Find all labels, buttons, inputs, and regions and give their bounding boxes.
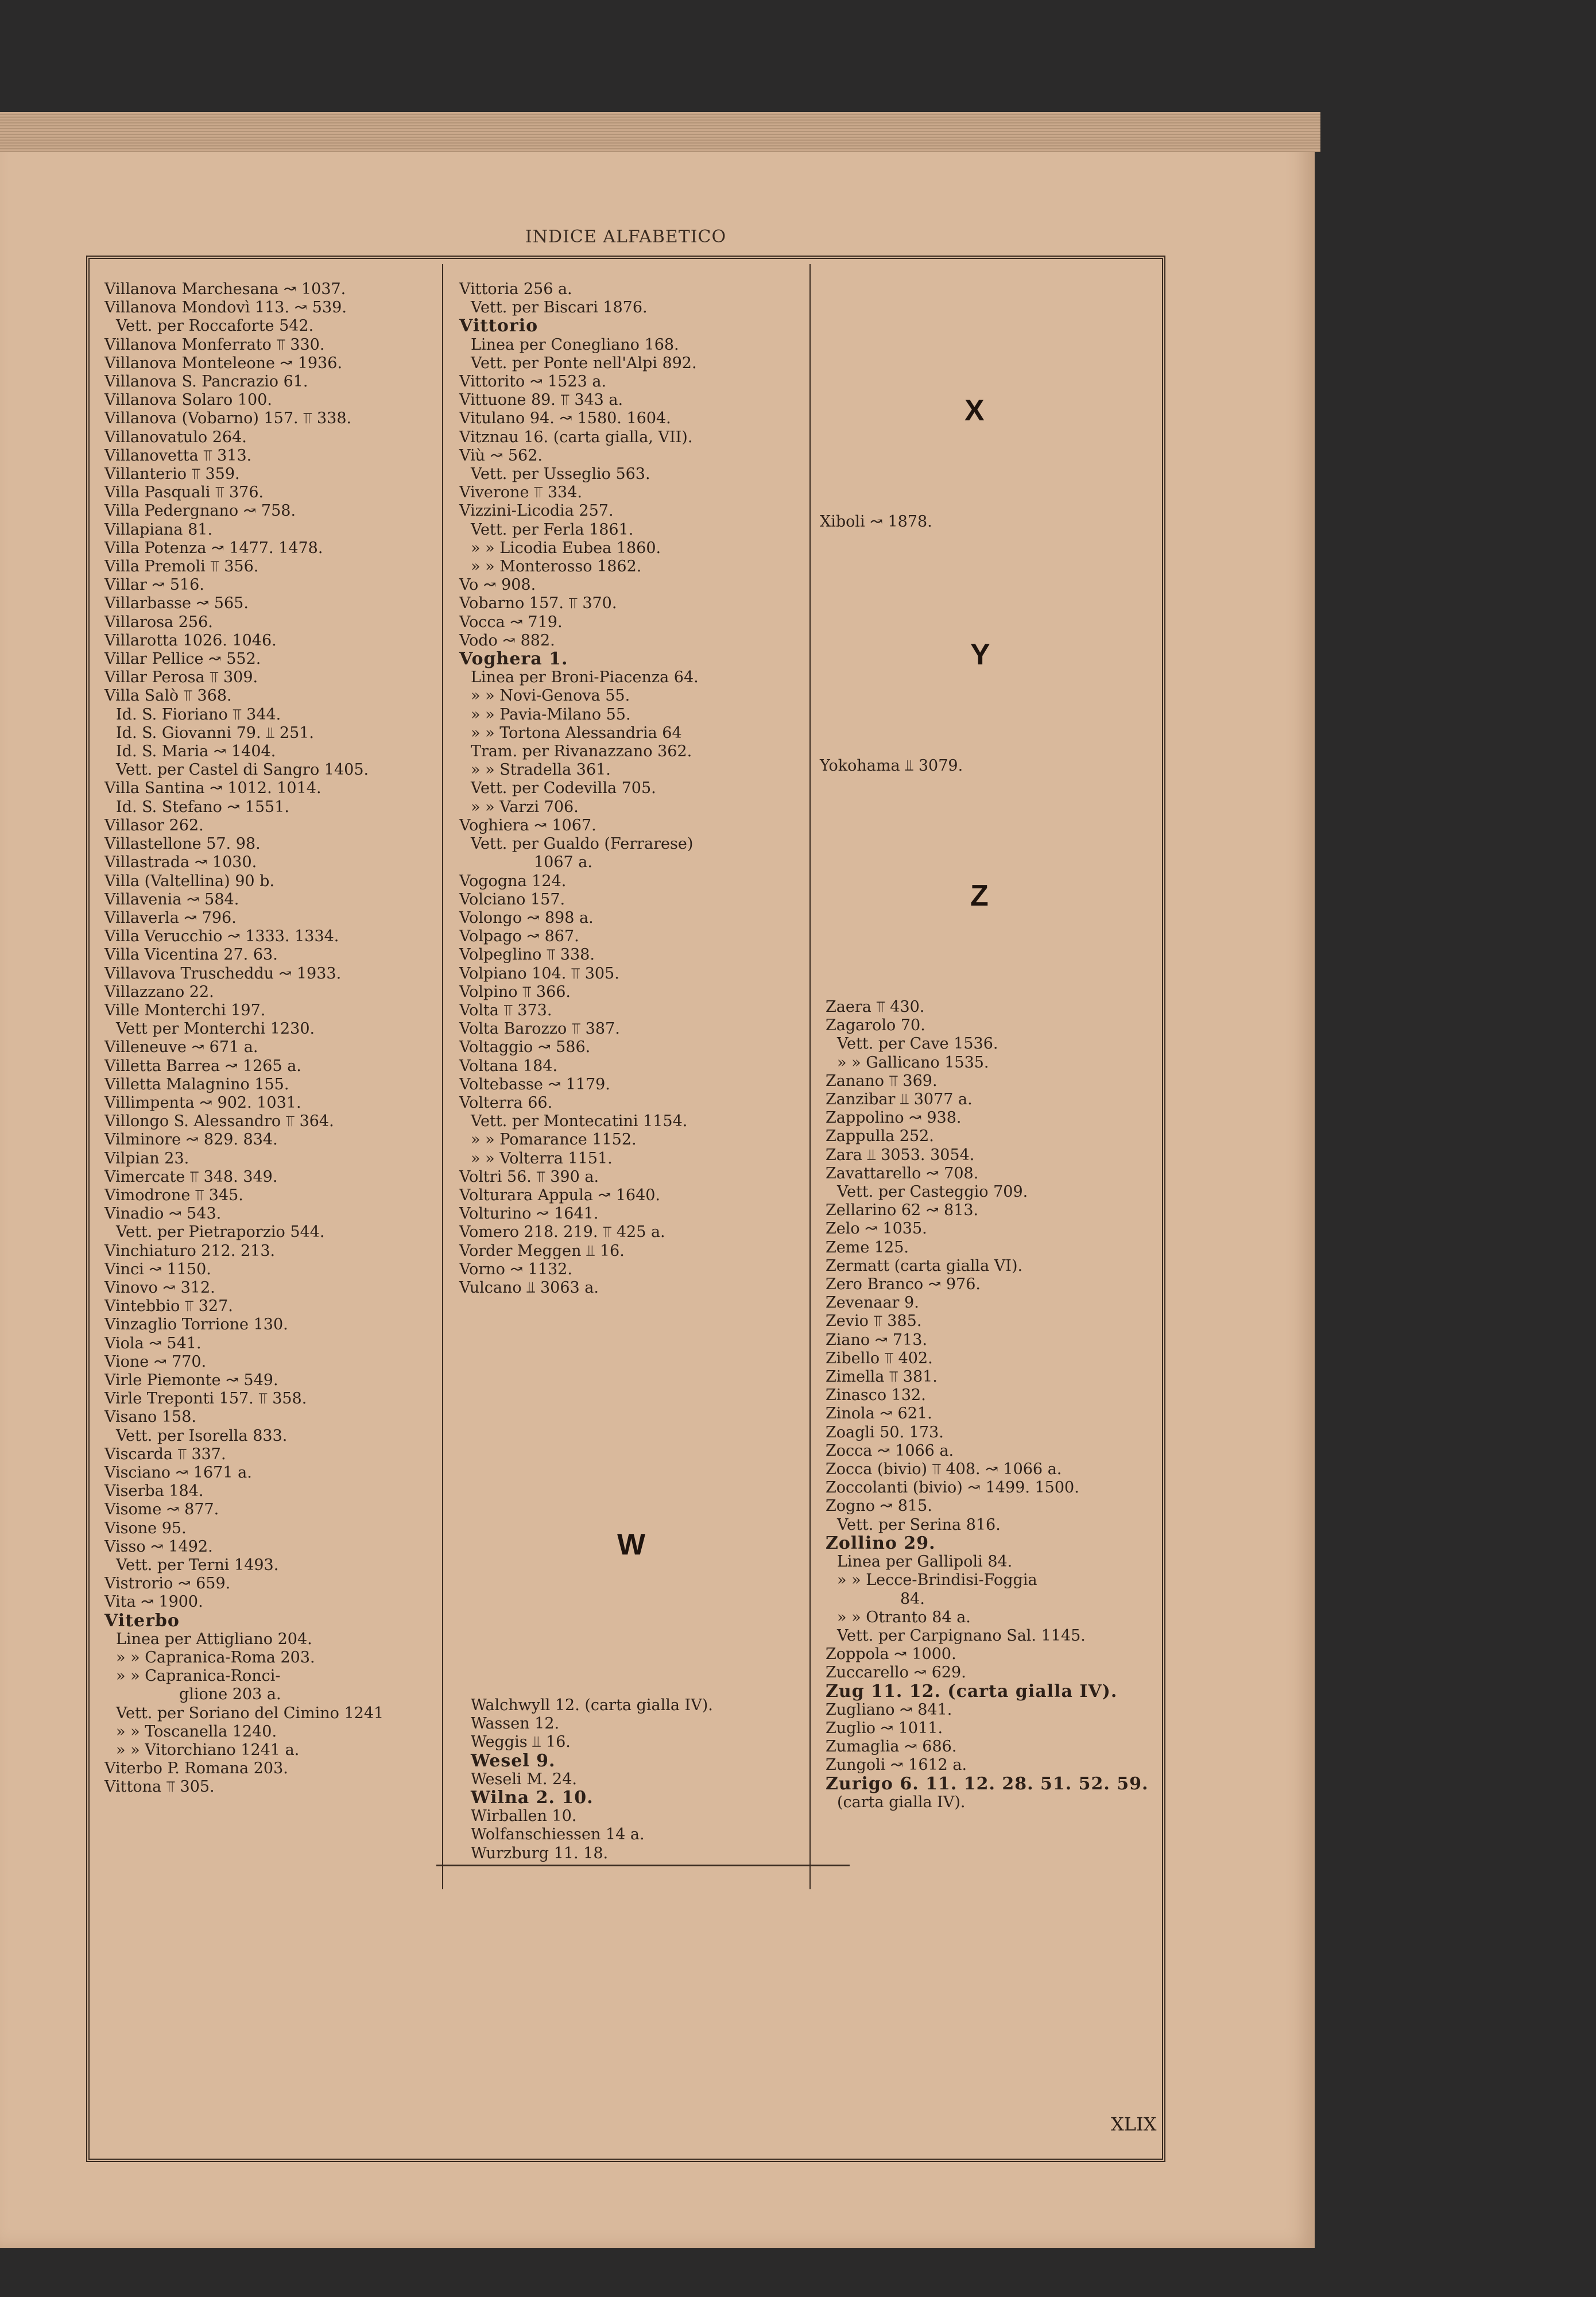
section-letter-x: X [964,394,985,427]
index-entry: Volpago ↝ 867. [459,927,579,946]
index-entry: Vett. per Serina 816. [837,1515,1001,1534]
index-entry: Vorder Meggen ⫫ 16. [459,1242,625,1260]
index-entry: Vitznau 16. (carta gialla, VII). [459,428,693,446]
index-entry: Zoccolanti (bivio) ↝ 1499. 1500. [826,1479,1079,1497]
index-entry: glione 203 a. [179,1685,281,1704]
index-entry: Villavova Truscheddu ↝ 1933. [104,964,342,983]
index-entry: Vett. per Codevilla 705. [471,779,656,798]
index-entry: Visone 95. [104,1519,187,1537]
index-entry: Vinci ↝ 1150. [104,1260,211,1278]
index-entry: Villanterio ⫪ 359. [104,465,240,484]
index-entry: Visome ↝ 877. [104,1501,219,1519]
index-entry: Villanova Solaro 100. [104,391,272,409]
index-entry: Volta Barozzo ⫪ 387. [459,1020,620,1038]
index-entry: Zellarino 62 ↝ 813. [826,1201,979,1220]
index-entry: 84. [900,1590,925,1608]
index-entry: » » Vitorchiano 1241 a. [116,1741,300,1760]
index-entry: Virle Treponti 157. ⫪ 358. [104,1390,307,1408]
index-entry: Volongo ↝ 898 a. [459,908,594,927]
index-entry: Villa Verucchio ↝ 1333. 1334. [104,927,339,946]
index-entry: Linea per Gallipoli 84. [837,1553,1013,1571]
index-entry: Weggis ⫫ 16. [471,1733,571,1751]
index-entry: Villanova Marchesana ↝ 1037. [104,280,346,298]
index-entry: Zibello ⫪ 402. [826,1349,933,1367]
index-column-2 [459,280,699,1297]
index-entry: Id. S. Giovanni 79. ⫫ 251. [116,724,315,742]
index-entry: Villastrada ↝ 1030. [104,853,257,872]
index-entry: » » Capranica-Ronci- [116,1667,281,1685]
index-entry: Voghera 1. [459,649,568,670]
index-entry: Zuccarello ↝ 629. [826,1664,966,1682]
index-entry: Zuglio ↝ 1011. [826,1719,943,1737]
index-entry: Visciano ↝ 1671 a. [104,1464,252,1482]
index-entry: Volturara Appula ↝ 1640. [459,1186,661,1204]
index-entry: Vett. per Usseglio 563. [471,465,650,484]
index-entry: Zungoli ↝ 1612 a. [826,1756,967,1774]
index-entry: Vita ↝ 1900. [104,1593,203,1611]
index-entry: Villetta Barrea ↝ 1265 a. [104,1057,301,1075]
index-entry: Villapiana 81. [104,520,213,539]
index-entry: Zurigo 6. 11. 12. 28. 51. 52. 59. [826,1773,1149,1794]
index-entry: Zanzibar ⫫ 3077 a. [826,1091,973,1109]
index-entry: » » Monterosso 1862. [471,558,642,576]
index-entry: Vett. per Montecatini 1154. [471,1112,688,1131]
section-letter-w: W [617,1528,646,1561]
index-entry: Vistrorio ↝ 659. [104,1575,231,1593]
index-entry: Vett. per Soriano del Cimino 1241 [116,1704,384,1722]
index-entry: Id. S. Maria ↝ 1404. [116,743,276,761]
index-entry: Wolfanschiessen 14 a. [471,1826,645,1844]
index-entry: » » Volterra 1151. [471,1149,613,1167]
index-entry: Vomero 218. 219. ⫪ 425 a. [459,1223,665,1242]
index-entry: Vett. per Carpignano Sal. 1145. [837,1626,1086,1645]
section-letter-y: Y [970,638,990,671]
index-entry: Voltri 56. ⫪ 390 a. [459,1167,599,1186]
index-entry: Vilminore ↝ 829. 834. [104,1131,278,1149]
index-entry: Zoppola ↝ 1000. [826,1645,956,1664]
index-entry: Villongo S. Alessandro ⫪ 364. [104,1112,334,1131]
index-entry: Vintebbio ⫪ 327. [104,1297,233,1316]
index-entry: Wassen 12. [471,1715,560,1733]
index-entry: Villetta Malagnino 155. [104,1075,289,1093]
index-entry: Linea per Broni-Piacenza 64. [471,668,699,687]
index-entry: Vocca ↝ 719. [459,613,563,631]
index-entry: Viterbo [104,1610,180,1631]
index-entry: Villanova (Vobarno) 157. ⫪ 338. [104,409,352,428]
index-entry: » » Lecce-Brindisi-Foggia [837,1571,1037,1590]
index-entry: Viserba 184. [104,1482,204,1501]
section-letter-z: Z [970,879,989,912]
index-entry: Zavattarello ↝ 708. [826,1164,979,1182]
index-entry: Villa (Valtellina) 90 b. [104,872,275,890]
index-entry: Volterra 66. [459,1093,553,1112]
index-entry: Vett. per Gualdo (Ferrarese) [471,835,694,853]
index-entry: Villarotta 1026. 1046. [104,631,277,649]
index-entry: » » Gallicano 1535. [837,1053,989,1072]
index-entry: Vett. per Roccaforte 542. [116,317,314,335]
index-entry: Volpiano 104. ⫪ 305. [459,964,619,983]
index-column-1 [104,280,383,1797]
index-entry: Vobarno 157. ⫪ 370. [459,594,617,613]
index-entry: » » Capranica-Roma 203. [116,1649,315,1667]
index-entry: Weseli M. 24. [471,1770,577,1788]
index-column-3-z [826,998,1148,1812]
index-entry: Villanovatulo 264. [104,428,247,446]
index-entry: Villanova S. Pancrazio 61. [104,373,308,391]
index-entry: » » Varzi 706. [471,798,579,816]
index-entry: Wilna 2. 10. [471,1788,594,1808]
index-entry: » » Novi-Genova 55. [471,687,630,705]
column-divider-2 [809,264,811,1889]
index-entry: Zoagli 50. 173. [826,1423,944,1441]
index-entry: Vittona ⫪ 305. [104,1778,215,1796]
index-entry: Villanova Monferrato ⫪ 330. [104,335,325,354]
index-entry: » » Licodia Eubea 1860. [471,539,661,557]
page-edge [0,112,1320,152]
index-entry: Vinchiaturo 212. 213. [104,1242,276,1260]
index-entry: Zinola ↝ 621. [826,1405,932,1423]
index-entry: » » Otranto 84 a. [837,1608,971,1626]
index-entry: Yokohama ⫫ 3079. [820,757,963,775]
index-entry: Wurzburg 11. 18. [471,1844,609,1862]
index-entry: Id. S. Fioriano ⫪ 344. [116,705,281,724]
index-entry: Villa Pedergnano ↝ 758. [104,502,296,520]
index-entry: Vett. per Ponte nell'Alpi 892. [471,354,697,372]
index-entry: Villa Premoli ⫪ 356. [104,558,259,576]
index-column-3-y [820,757,963,775]
index-entry: Zinasco 132. [826,1386,926,1405]
index-entry: Zelo ↝ 1035. [826,1220,927,1238]
index-entry: Vett per Monterchi 1230. [116,1020,315,1038]
index-entry: Zermatt (carta gialla VI). [826,1256,1023,1275]
index-entry: Zugliano ↝ 841. [826,1700,952,1719]
index-entry: Zero Branco ↝ 976. [826,1275,981,1294]
index-entry: Villa Santina ↝ 1012. 1014. [104,779,321,798]
index-entry: » » Toscanella 1240. [116,1722,277,1741]
index-entry: Villarbasse ↝ 565. [104,594,249,613]
index-entry: Viù ↝ 562. [459,446,543,465]
index-entry: Virle Piemonte ↝ 549. [104,1371,278,1389]
index-entry: Villa Pasquali ⫪ 376. [104,484,264,502]
index-entry: Visano 158. [104,1408,196,1426]
index-entry: Villanova Mondovì 113. ↝ 539. [104,299,347,317]
index-entry: Zappulla 252. [826,1127,934,1146]
index-entry: Visso ↝ 1492. [104,1537,213,1556]
index-entry: Villaverla ↝ 796. [104,908,237,927]
index-entry: Tram. per Rivanazzano 362. [471,743,692,761]
index-entry: Viterbo P. Romana 203. [104,1760,288,1778]
index-entry: Linea per Conegliano 168. [471,335,679,354]
index-entry: Vo ↝ 908. [459,576,536,594]
index-entry: Vizzini-Licodia 257. [459,502,614,520]
index-entry: Wirballen 10. [471,1807,577,1826]
index-entry: Zappolino ↝ 938. [826,1109,962,1127]
index-entry: Zevio ⫪ 385. [826,1312,922,1331]
index-entry: Villa Potenza ↝ 1477. 1478. [104,539,323,557]
index-entry: Villar Perosa ⫪ 309. [104,668,258,687]
index-entry: Zogno ↝ 815. [826,1497,932,1515]
index-entry: Volpeglino ⫪ 338. [459,946,595,964]
index-entry: Vittuone 89. ⫪ 343 a. [459,391,623,409]
index-entry: Vett. per Biscari 1876. [471,299,648,317]
index-entry: Vinovo ↝ 312. [104,1278,215,1297]
index-entry: Voghiera ↝ 1067. [459,816,596,834]
index-entry: » » Pomarance 1152. [471,1131,637,1149]
index-entry: Villeneuve ↝ 671 a. [104,1038,258,1057]
index-entry: Volpino ⫪ 366. [459,983,571,1001]
index-entry: » » Tortona Alessandria 64 [471,724,682,742]
index-entry: Villarosa 256. [104,613,213,631]
index-entry: Zocca ↝ 1066 a. [826,1441,954,1460]
index-column-2-w [471,1696,713,1863]
page-number: XLIX [1111,2113,1157,2135]
index-entry: Vett. per Pietraporzio 544. [116,1223,325,1242]
index-entry: Volciano 157. [459,890,565,908]
bottom-rule [436,1865,850,1866]
index-entry: Voltaggio ↝ 586. [459,1038,591,1057]
index-entry: Vodo ↝ 882. [459,631,555,649]
index-entry: » » Stradella 361. [471,761,611,779]
index-entry: Walchwyll 12. (carta gialla IV). [471,1696,713,1714]
index-entry: Vilpian 23. [104,1149,189,1167]
index-entry: Vittoria 256 a. [459,280,572,298]
index-entry: Viola ↝ 541. [104,1334,202,1352]
index-entry: Villasor 262. [104,816,204,834]
index-entry: Villar Pellice ↝ 552. [104,650,261,668]
index-entry: Villimpenta ↝ 902. 1031. [104,1093,301,1112]
index-entry: Zollino 29. [826,1533,936,1553]
index-entry: Villanova Monteleone ↝ 1936. [104,354,343,372]
index-entry: Zaera ⫪ 430. [826,998,925,1016]
index-entry: Voltana 184. [459,1057,558,1075]
index-entry: Wesel 9. [471,1750,556,1771]
index-entry: Vinzaglio Torrione 130. [104,1316,288,1334]
index-entry: Ziano ↝ 713. [826,1331,928,1349]
index-entry: Vitulano 94. ↝ 1580. 1604. [459,409,671,428]
index-entry: Viverone ⫪ 334. [459,484,582,502]
index-entry: Volta ⫪ 373. [459,1001,552,1019]
index-entry: Vett. per Castel di Sangro 1405. [116,761,369,779]
index-entry: Vett. per Ferla 1861. [471,520,634,539]
index-entry: Vimodrone ⫪ 345. [104,1186,243,1204]
index-entry: Vulcano ⫫ 3063 a. [459,1278,599,1297]
index-entry: Viscarda ⫪ 337. [104,1445,226,1463]
index-entry: Villa Vicentina 27. 63. [104,946,278,964]
column-divider-1 [442,264,443,1889]
index-entry: Vittorito ↝ 1523 a. [459,373,607,391]
index-entry: Vinadio ↝ 543. [104,1205,222,1223]
index-entry: Vett. per Cave 1536. [837,1035,998,1053]
index-entry: Villar ↝ 516. [104,576,204,594]
index-entry: Zagarolo 70. [826,1016,925,1035]
index-entry: Voltebasse ↝ 1179. [459,1075,610,1093]
index-entry: Zevenaar 9. [826,1294,919,1312]
index-entry: Vett. per Terni 1493. [116,1556,279,1575]
index-entry: Vittorio [459,316,539,337]
index-entry: Vett. per Casteggio 709. [837,1183,1028,1201]
index-entry: Zimella ⫪ 381. [826,1368,938,1386]
page-header: INDICE ALFABETICO [525,227,727,247]
index-entry: Vimercate ⫪ 348. 349. [104,1167,278,1186]
index-entry: » » Pavia-Milano 55. [471,705,631,724]
index-entry: Zug 11. 12. (carta gialla IV). [826,1681,1118,1702]
index-entry: Id. S. Stefano ↝ 1551. [116,798,289,816]
index-entry: Xiboli ↝ 1878. [820,513,932,531]
index-column-3-x [820,513,932,531]
index-entry: Villazzano 22. [104,983,214,1001]
index-entry: (carta gialla IV). [837,1793,966,1811]
index-entry: Villa Salò ⫪ 368. [104,687,232,705]
index-entry: Villastellone 57. 98. [104,835,261,853]
index-entry: Villanovetta ⫪ 313. [104,446,252,465]
index-entry: Vogogna 124. [459,872,567,890]
index-entry: Zara ⫫ 3053. 3054. [826,1146,975,1164]
index-entry: Zumaglia ↝ 686. [826,1738,957,1756]
index-entry: Ville Monterchi 197. [104,1001,266,1019]
index-entry: Zocca (bivio) ⫪ 408. ↝ 1066 a. [826,1460,1062,1479]
index-entry: Vett. per Isorella 833. [116,1426,288,1445]
index-entry: Volturino ↝ 1641. [459,1205,599,1223]
index-entry: Zeme 125. [826,1238,909,1256]
index-entry: Vorno ↝ 1132. [459,1260,572,1278]
index-entry: Zanano ⫪ 369. [826,1072,938,1090]
index-entry: Villavenia ↝ 584. [104,890,239,908]
index-entry: 1067 a. [534,853,592,872]
index-entry: Linea per Attigliano 204. [116,1630,312,1648]
index-entry: Vione ↝ 770. [104,1352,207,1371]
